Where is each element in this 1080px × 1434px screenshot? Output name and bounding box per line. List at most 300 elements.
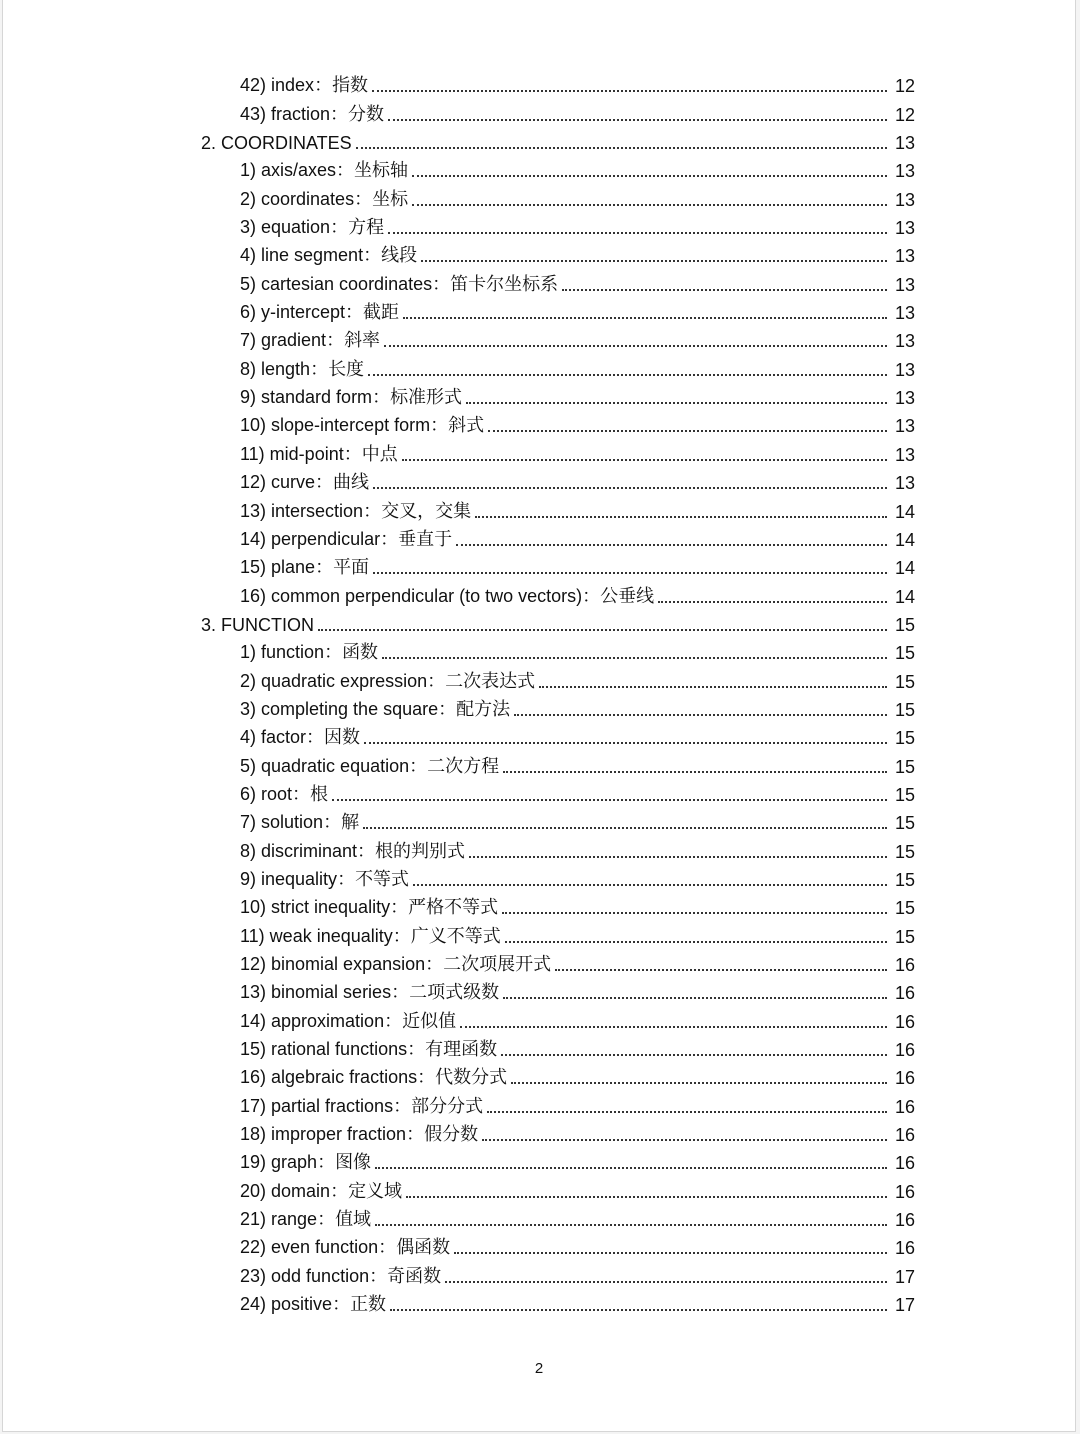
toc-entry-page: 16: [894, 1096, 915, 1117]
toc-entry[interactable]: [3, 978, 1075, 1006]
toc-entry[interactable]: [3, 1148, 1075, 1176]
toc-entry[interactable]: [3, 695, 1075, 723]
toc-entry-label: [240, 472, 369, 493]
dot-leader: [482, 1139, 887, 1141]
toc-entry-page: 16: [894, 1181, 915, 1202]
toc-entry-translation: 垂直于: [398, 528, 453, 550]
toc-entry-label: [240, 557, 369, 578]
toc-entry-page: 13: [894, 416, 915, 437]
toc-entry-term: 11) mid-point: [240, 443, 344, 464]
toc-entry-page: 15: [894, 756, 915, 777]
toc-entry-translation: 广义不等式: [410, 925, 501, 947]
toc-entry-separator: ：: [425, 954, 444, 975]
toc-entry-separator: ：: [393, 1095, 412, 1117]
dot-leader: [356, 147, 887, 149]
toc-entry-label: [240, 812, 359, 833]
toc-entry-term: 24) positive: [240, 1294, 333, 1315]
toc-entry-term: 15) plane: [240, 557, 316, 578]
toc-entry-page: 15: [894, 813, 915, 834]
toc-entry-separator: ：: [337, 868, 356, 890]
toc-entry-translation: 严格不等式: [408, 897, 499, 919]
toc-entry-separator: ：: [438, 698, 457, 720]
toc-entry-translation: 线段: [381, 245, 418, 267]
toc-entry-translation: 分数: [348, 103, 385, 125]
dot-leader: [388, 119, 887, 121]
toc-entry-page: 16: [894, 1238, 915, 1259]
toc-entry[interactable]: [3, 1233, 1075, 1261]
toc-entry-page: 15: [894, 643, 915, 664]
dot-leader: [502, 912, 887, 914]
toc-entry-label: [240, 727, 360, 748]
toc-entry[interactable]: [3, 780, 1075, 808]
toc-entry-label: [240, 1181, 402, 1202]
toc-entry-term: 7) gradient: [240, 330, 327, 351]
toc-entry-label: [240, 189, 408, 210]
toc-entry-translation: 定义域: [348, 1180, 403, 1202]
toc-entry-page: 13: [894, 246, 915, 267]
toc-entry-term: 12) binomial expansion: [240, 954, 426, 974]
toc-entry-page: 13: [894, 444, 915, 465]
dot-leader: [384, 345, 887, 347]
toc-entry[interactable]: [3, 1120, 1075, 1148]
toc-entry-separator: ：: [378, 1237, 397, 1259]
dot-leader: [511, 1082, 887, 1084]
dot-leader: [562, 289, 887, 291]
dot-leader: [390, 1309, 887, 1311]
toc-entry-page: 17: [894, 1266, 915, 1287]
toc-entry-translation: 图像: [335, 1152, 372, 1174]
toc-entry-term: 7) solution: [240, 812, 324, 833]
dot-leader: [475, 516, 887, 518]
dot-leader: [505, 941, 887, 943]
toc-entry-label: [240, 756, 499, 777]
toc-entry-page: 16: [894, 1040, 915, 1061]
toc-entry[interactable]: [3, 468, 1075, 496]
toc-entry-page: 15: [894, 671, 915, 692]
toc-entry-translation: 斜率: [344, 330, 381, 352]
toc-entry-term: 21) range: [240, 1209, 318, 1230]
toc-entry[interactable]: [3, 808, 1075, 836]
toc-entry-separator: ：: [392, 925, 411, 947]
toc-entry-label: [240, 671, 535, 692]
toc-entry-translation: 根: [310, 783, 329, 805]
toc-entry-page: 16: [894, 1068, 915, 1089]
toc-section-heading[interactable]: [3, 610, 1075, 638]
toc-entry-separator: ：: [317, 1209, 336, 1231]
toc-entry-page: 15: [894, 841, 915, 862]
toc-entry-term: 23) odd function: [240, 1265, 370, 1286]
toc-entry-page: 13: [894, 133, 915, 154]
toc-entry-page: 14: [894, 529, 915, 550]
toc-entry-separator: ：: [336, 160, 355, 182]
toc-entry-label: [240, 387, 462, 408]
toc-entry-term: 9) standard form: [240, 387, 373, 408]
dot-leader: [318, 629, 887, 631]
toc-entry-term: 1) axis/axes: [240, 160, 337, 181]
toc-entry-separator: ：: [315, 557, 334, 579]
toc-entry-separator: ：: [306, 727, 325, 749]
toc-entry-label: [240, 217, 384, 238]
dot-leader: [372, 90, 887, 92]
dot-leader: [364, 742, 887, 744]
toc-entry-translation: 二次项展开式: [443, 954, 552, 975]
toc-entry-label: [240, 1011, 456, 1032]
dot-leader: [501, 1054, 887, 1056]
toc-entry-separator: ：: [317, 1152, 336, 1174]
toc-entry-label: [240, 444, 398, 465]
toc-entry-separator: ：: [324, 642, 343, 664]
toc-entry-page: 15: [894, 926, 915, 947]
dot-leader: [413, 884, 887, 886]
toc-entry-translation: 公垂线: [600, 585, 655, 607]
toc-entry[interactable]: [3, 1063, 1075, 1091]
toc-entry[interactable]: [3, 156, 1075, 184]
toc-entry-term: 5) quadratic equation: [240, 755, 410, 776]
dot-leader: [487, 1111, 887, 1113]
toc-entry-term: 6) root: [240, 783, 293, 804]
table-of-contents: [3, 71, 1075, 1318]
toc-entry-separator: ：: [330, 217, 349, 239]
toc-entry-label: [240, 529, 452, 550]
toc-entry-separator: ：: [582, 585, 601, 607]
toc-entry-separator: ：: [314, 75, 333, 97]
toc-entry-translation: 方程: [348, 217, 385, 239]
toc-entry-label: [240, 1209, 371, 1230]
toc-entry-separator: ：: [354, 188, 373, 210]
toc-entry[interactable]: [3, 865, 1075, 893]
toc-entry-page: 15: [894, 869, 915, 890]
toc-entry-translation: 奇函数: [387, 1265, 442, 1287]
toc-entry-label: [240, 359, 364, 380]
toc-entry-translation: 函数: [342, 642, 379, 664]
toc-entry-translation: 值域: [335, 1209, 372, 1231]
toc-entry-translation: 部分分式: [411, 1095, 484, 1117]
toc-entry-translation: 平面: [333, 557, 370, 579]
toc-entry-term: 14) perpendicular: [240, 528, 381, 549]
toc-entry-term: 12) curve: [240, 472, 316, 493]
page-number: 2: [534, 1360, 544, 1377]
toc-entry[interactable]: [3, 241, 1075, 269]
toc-entry-label: [240, 1124, 478, 1145]
toc-entry-page: 16: [894, 1011, 915, 1032]
toc-entry-term: 15) rational functions: [240, 1039, 408, 1060]
toc-entry[interactable]: [3, 1261, 1075, 1289]
toc-entry-term: 3) equation: [240, 217, 331, 238]
toc-entry-term: 3) completing the square: [240, 698, 439, 719]
toc-entry-separator: ：: [390, 897, 409, 919]
toc-entry[interactable]: [3, 99, 1075, 127]
toc-entry-page: 15: [894, 784, 915, 805]
toc-entry-label: [240, 699, 510, 720]
toc-entry-separator: ：: [406, 1124, 425, 1146]
toc-entry-term: 2) coordinates: [240, 188, 355, 209]
toc-entry-translation: 二次表达式: [445, 670, 536, 692]
toc-entry-label: [240, 75, 368, 96]
toc-entry-separator: ：: [427, 670, 446, 692]
toc-entry-label: [240, 897, 498, 918]
toc-entry-term: 19) graph: [240, 1152, 318, 1173]
toc-section-heading[interactable]: [3, 128, 1075, 156]
dot-leader: [466, 402, 887, 404]
toc-entry[interactable]: [3, 1035, 1075, 1063]
toc-entry-term: 22) even function: [240, 1237, 379, 1258]
toc-entry-translation: 指数: [332, 75, 369, 97]
toc-entry-translation: 截距: [363, 302, 400, 324]
toc-entry[interactable]: [3, 354, 1075, 382]
dot-leader: [412, 204, 887, 206]
toc-entry[interactable]: [3, 921, 1075, 949]
toc-entry-label: [240, 954, 551, 975]
toc-entry-page: 14: [894, 586, 915, 607]
toc-entry[interactable]: [3, 1290, 1075, 1318]
toc-entry-separator: ：: [380, 528, 399, 550]
toc-entry-term: 2. COORDINATES: [201, 133, 352, 154]
toc-entry-separator: ：: [330, 1180, 349, 1202]
toc-entry-translation: 中点: [361, 443, 398, 465]
toc-entry-page: 15: [894, 614, 915, 635]
toc-entry-term: 42) index: [240, 75, 315, 96]
toc-entry-label: [240, 330, 380, 351]
toc-entry-label: [240, 1067, 507, 1088]
toc-entry-term: 4) factor: [240, 727, 307, 748]
toc-entry[interactable]: [3, 666, 1075, 694]
toc-entry-term: 17) partial fractions: [240, 1095, 394, 1116]
toc-entry-label: [201, 133, 352, 153]
toc-entry-label: [240, 982, 499, 1003]
toc-entry[interactable]: [3, 71, 1075, 99]
toc-entry[interactable]: [3, 439, 1075, 467]
dot-leader: [460, 1026, 887, 1028]
toc-entry[interactable]: [3, 581, 1075, 609]
dot-leader: [445, 1281, 887, 1283]
toc-entry-label: [240, 415, 484, 436]
dot-leader: [488, 430, 887, 432]
toc-entry-page: 15: [894, 699, 915, 720]
toc-entry-separator: ：: [407, 1039, 426, 1061]
toc-entry[interactable]: [3, 836, 1075, 864]
toc-entry-page: 17: [894, 1295, 915, 1316]
toc-entry-separator: ：: [409, 755, 428, 777]
toc-entry-page: 15: [894, 898, 915, 919]
toc-entry-term: 43) fraction: [240, 103, 331, 124]
toc-entry-page: 15: [894, 728, 915, 749]
toc-entry[interactable]: [3, 1006, 1075, 1034]
toc-entry-page: 13: [894, 331, 915, 352]
dot-leader: [402, 459, 887, 461]
dot-leader: [503, 771, 887, 773]
toc-entry-translation: 笛卡尔坐标系: [450, 273, 559, 295]
toc-entry-label: [240, 926, 501, 947]
toc-entry[interactable]: [3, 383, 1075, 411]
toc-entry-label: [240, 586, 654, 607]
toc-entry-label: [240, 160, 408, 181]
toc-entry-label: [240, 104, 384, 125]
toc-entry-translation: 根的判别式: [375, 840, 466, 862]
toc-entry-translation: 因数: [324, 727, 361, 749]
dot-leader: [373, 487, 887, 489]
toc-entry-term: 14) approximation: [240, 1010, 385, 1031]
toc-entry-separator: ：: [326, 330, 345, 352]
toc-entry[interactable]: [3, 1205, 1075, 1233]
toc-entry-separator: ：: [432, 273, 451, 295]
toc-entry-translation: 二项式级数: [409, 982, 500, 1004]
toc-entry-label: [240, 501, 471, 522]
toc-entry-translation: 偶函数: [396, 1237, 451, 1259]
toc-entry-page: 13: [894, 359, 915, 380]
dot-leader: [539, 686, 887, 688]
toc-entry-translation: 不等式: [355, 868, 410, 890]
toc-entry-term: 16) algebraic fractions: [240, 1067, 418, 1088]
toc-entry-page: 16: [894, 1153, 915, 1174]
toc-entry-page: 13: [894, 388, 915, 409]
dot-leader: [514, 714, 887, 716]
toc-entry-page: 14: [894, 501, 915, 522]
toc-entry-separator: ：: [345, 302, 364, 324]
toc-entry-page: 16: [894, 1210, 915, 1231]
toc-entry[interactable]: [3, 950, 1075, 978]
toc-entry-page: 16: [894, 983, 915, 1004]
dot-leader: [421, 260, 887, 262]
toc-entry-term: 4) line segment: [240, 245, 364, 266]
toc-entry-page: 13: [894, 303, 915, 324]
toc-entry-label: [240, 841, 465, 862]
toc-entry-term: 8) discriminant: [240, 840, 358, 861]
toc-entry-separator: ：: [357, 840, 376, 862]
toc-entry[interactable]: [3, 298, 1075, 326]
toc-entry-translation: 交叉，交集: [381, 500, 472, 522]
toc-entry-separator: ：: [417, 1067, 436, 1089]
toc-entry-term: 8) length: [240, 358, 311, 379]
dot-leader: [503, 997, 887, 999]
document-page: [2, 0, 1076, 1432]
toc-entry[interactable]: [3, 1176, 1075, 1204]
dot-leader: [363, 827, 887, 829]
toc-entry[interactable]: [3, 411, 1075, 439]
toc-entry-page: 12: [894, 76, 915, 97]
toc-entry-translation: 代数分式: [435, 1067, 508, 1089]
toc-entry[interactable]: [3, 326, 1075, 354]
toc-entry-page: 13: [894, 473, 915, 494]
toc-entry-translation: 解: [341, 812, 360, 834]
toc-entry-separator: ：: [330, 103, 349, 125]
toc-entry-separator: ：: [292, 783, 311, 805]
toc-entry[interactable]: [3, 553, 1075, 581]
toc-entry-page: 13: [894, 161, 915, 182]
dot-leader: [412, 175, 887, 177]
toc-entry-translation: 坐标: [372, 188, 409, 210]
toc-entry[interactable]: [3, 1091, 1075, 1119]
toc-entry-term: 5) cartesian coordinates: [240, 273, 433, 294]
toc-entry-separator: ：: [310, 358, 329, 380]
toc-entry-label: [240, 1294, 386, 1315]
toc-entry-term: 16) common perpendicular (to two vectors): [240, 585, 583, 606]
dot-leader: [388, 232, 887, 234]
toc-entry-translation: 假分数: [424, 1124, 479, 1146]
toc-entry-label: [240, 274, 558, 295]
toc-entry-label: [240, 1039, 497, 1060]
toc-entry[interactable]: [3, 638, 1075, 666]
toc-entry-term: 10) slope-intercept form: [240, 415, 431, 436]
toc-entry-page: 16: [894, 1125, 915, 1146]
toc-entry[interactable]: [3, 496, 1075, 524]
toc-entry-separator: ：: [363, 245, 382, 267]
dot-leader: [373, 572, 887, 574]
toc-entry-term: 2) quadratic expression: [240, 670, 428, 691]
toc-entry-term: 10) strict inequality: [240, 897, 391, 918]
toc-entry-page: 14: [894, 558, 915, 579]
toc-entry-translation: 二次方程: [427, 755, 500, 777]
dot-leader: [403, 317, 887, 319]
dot-leader: [375, 1167, 887, 1169]
toc-entry[interactable]: [3, 213, 1075, 241]
toc-entry-separator: ：: [430, 415, 449, 437]
toc-entry-label: [240, 302, 399, 323]
toc-entry[interactable]: [3, 751, 1075, 779]
toc-entry-label: [240, 1152, 371, 1173]
toc-entry-page: 13: [894, 218, 915, 239]
toc-entry-separator: ：: [332, 1294, 351, 1316]
toc-entry-term: 6) y-intercept: [240, 302, 346, 323]
toc-entry[interactable]: [3, 723, 1075, 751]
toc-entry-term: 3. FUNCTION: [201, 614, 315, 635]
toc-entry-separator: ：: [384, 1010, 403, 1032]
dot-leader: [454, 1252, 887, 1254]
toc-entry-term: 13) intersection: [240, 500, 364, 521]
dot-leader: [555, 969, 887, 971]
toc-entry[interactable]: [3, 269, 1075, 297]
toc-entry[interactable]: [3, 893, 1075, 921]
toc-entry-term: 20) domain: [240, 1180, 331, 1201]
toc-entry-page: 12: [894, 104, 915, 125]
dot-leader: [469, 856, 887, 858]
toc-entry-label: [240, 869, 409, 890]
toc-entry-page: 13: [894, 189, 915, 210]
toc-entry-label: [240, 1266, 441, 1287]
dot-leader: [658, 601, 887, 603]
dot-leader: [332, 799, 887, 801]
toc-entry-translation: 坐标轴: [354, 160, 409, 182]
toc-entry-page: 16: [894, 955, 915, 975]
dot-leader: [375, 1224, 887, 1226]
toc-entry-label: [240, 245, 417, 266]
toc-entry-term: 13) binomial series: [240, 982, 392, 1003]
toc-entry-translation: 配方法: [456, 698, 511, 720]
toc-entry-label: [240, 642, 378, 663]
toc-entry[interactable]: [3, 525, 1075, 553]
toc-entry-separator: ：: [343, 443, 362, 465]
toc-entry-separator: ：: [372, 387, 391, 409]
dot-leader: [406, 1196, 887, 1198]
toc-entry-translation: 长度: [328, 358, 365, 380]
dot-leader: [456, 544, 887, 546]
toc-entry-translation: 近似值: [402, 1010, 457, 1032]
toc-entry-translation: 正数: [350, 1294, 387, 1316]
toc-entry-translation: 曲线: [333, 472, 370, 494]
toc-entry-separator: ：: [369, 1265, 388, 1287]
toc-entry-separator: ：: [391, 982, 410, 1004]
toc-entry-label: [201, 615, 314, 635]
toc-entry-separator: ：: [363, 500, 382, 522]
toc-entry-label: [240, 1096, 483, 1117]
toc-entry[interactable]: [3, 184, 1075, 212]
toc-entry-translation: 标准形式: [390, 387, 463, 409]
toc-entry-term: 18) improper fraction: [240, 1124, 407, 1145]
toc-entry-translation: 有理函数: [425, 1039, 498, 1061]
toc-entry-label: [240, 784, 328, 805]
toc-entry-translation: 斜式: [448, 415, 485, 437]
toc-entry-label: [240, 1237, 450, 1258]
toc-entry-separator: ：: [315, 472, 334, 494]
